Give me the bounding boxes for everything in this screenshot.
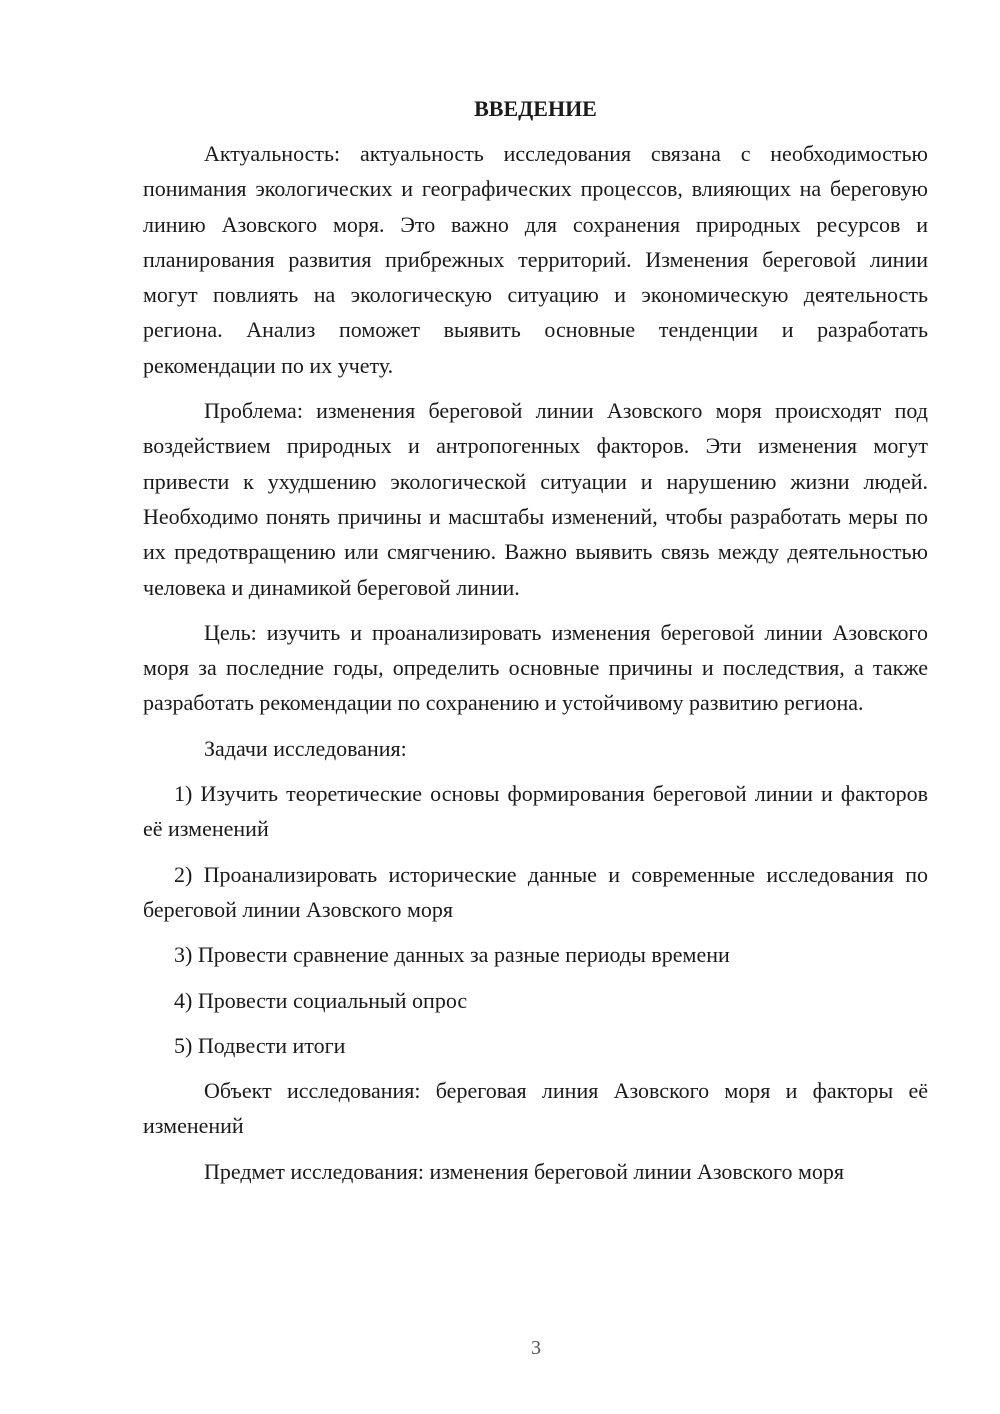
- page-title: ВВЕДЕНИЕ: [474, 96, 597, 121]
- task-item-5: 5) Подвести итоги: [174, 1032, 346, 1058]
- task-item-4: 4) Провести социальный опрос: [174, 987, 468, 1013]
- paragraph-tasks-heading: Задачи исследования:: [204, 735, 407, 761]
- task-item-2: 2) Проанализировать исторические данные и современные исследования по береговой линии Азовского моря: [143, 861, 928, 922]
- page-number: 3: [531, 1337, 541, 1359]
- paragraph-subject: Предмет исследования: изменения береговой линии Азовского моря: [204, 1158, 845, 1184]
- task-item-3: 3) Провести сравнение данных за разные периоды времени: [174, 942, 730, 968]
- paragraph-goal: Цель: изучить и проанализировать изменения береговой линии Азовского моря за последние годы, определить основные причины и последствия, а также разработать рекомендации по сохранению и устойчивому развитию региона.: [143, 619, 928, 716]
- paragraph-object: Объект исследования: береговая линия Азовского моря и факторы её изменений: [143, 1078, 928, 1139]
- paragraph-problem: Проблема: изменения береговой линии Азовского моря происходят под воздействием природных и антропогенных факторов. Эти изменения могут привести к ухудшению экологической ситуации и нарушению жизни людей. Необходимо понять причины и масштабы изменений, чтобы разработать меры по их предотвращению или смягчению. Важно выявить связь между деятельностью человека и динамикой береговой линии.: [143, 398, 928, 600]
- paragraph-relevance: Актуальность: актуальность исследования связана с необходимостью понимания экологических и географических процессов, влияющих на береговую линию Азовского моря. Это важно для сохранения природных ресурсов и планирования развития прибрежных территорий. Изменения береговой линии могут повлиять на экологическую ситуацию и экономическую деятельность региона. Анализ поможет выявить основные тенденции и разработать рекомендации по их учету.: [143, 141, 928, 378]
- page-content: [143, 93, 928, 1189]
- task-item-1: 1) Изучить теоретические основы формирования береговой линии и факторов её изменений: [143, 781, 928, 842]
